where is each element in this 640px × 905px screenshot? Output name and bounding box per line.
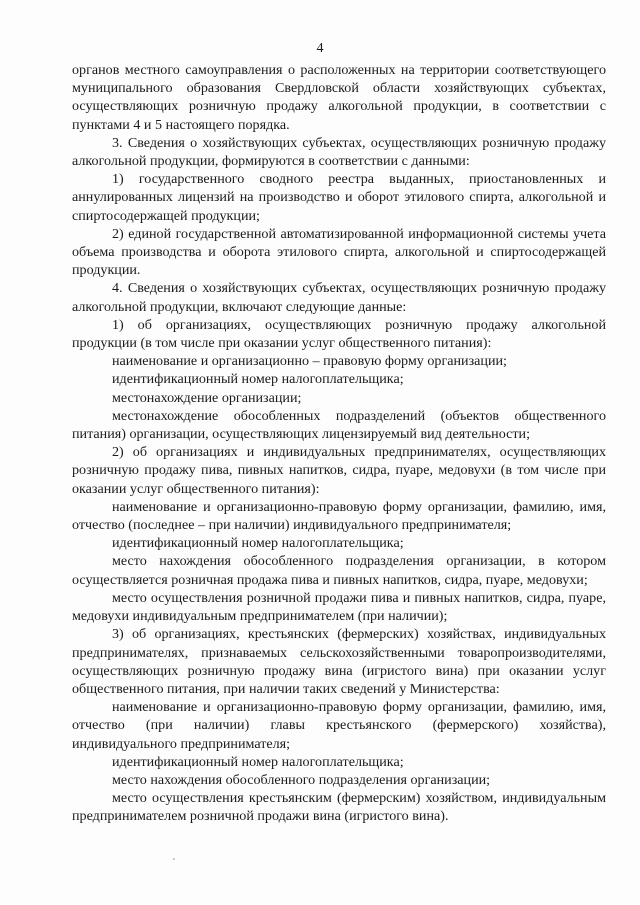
paragraph: органов местного самоуправления о расположенных на территории соответствующего муниципального образования Свердловской области хозяйствующих субъектах, осуществляющих розничную продажу алкогольной продукции, в соответствии с пунктами 4 и 5 настоящего порядка.	[72, 62, 606, 133]
paragraph: место нахождения обособленного подразделения организации, в котором осуществляется розничная продажа пива и пивных напитков, сидра, пуаре, медовухи;	[72, 553, 606, 588]
paragraph: наименование и организационно-правовую форму организации, фамилию, имя, отчество (при наличии) главы крестьянского (фермерского) хозяйства), индивидуального предпринимателя;	[72, 699, 606, 752]
paragraph: наименование и организационно-правовую форму организации, фамилию, имя, отчество (последнее – при наличии) индивидуального предпринимателя;	[72, 498, 606, 534]
paragraph: 2) об организациях и индивидуальных предпринимателях, осуществляющих розничную продажу пива, пивных напитков, сидра, пуаре, медовухи (в том числе при оказании услуг общественного питания):	[72, 444, 606, 497]
document-body	[72, 61, 606, 826]
scan-speck	[173, 858, 175, 860]
paragraph: 3. Сведения о хозяйствующих субъектах, осуществляющих розничную продажу алкогольной продукции, формируются в соответствии с данными:	[72, 134, 606, 170]
paragraph: 1) государственного сводного реестра выданных, приостановленных и аннулированных лицензий на производство и оборот этилового спирта, алкогольной и спиртосодержащей продукции;	[72, 171, 606, 224]
paragraph: 3) об организациях, крестьянских (фермерских) хозяйствах, индивидуальных предпринимателях, признаваемых сельскохозяйственными товаропроизводителями, осуществляющих розничную продажу вина (игристого вина) при оказании услуг общественного питания, при наличии таких сведений у Министерства:	[72, 626, 606, 697]
paragraph: 1) об организациях, осуществляющих розничную продажу алкогольной продукции (в том числе при оказании услуг общественного питания):	[72, 316, 606, 352]
paragraph: 4. Сведения о хозяйствующих субъектах, осуществляющих розничную продажу алкогольной продукции, включают следующие данные:	[72, 280, 606, 315]
paragraph: место нахождения обособленного подразделения организации;	[112, 771, 491, 788]
page-number: 4	[316, 41, 324, 56]
paragraph: местонахождение организации;	[112, 389, 302, 406]
paragraph: идентификационный номер налогоплательщика;	[112, 371, 404, 388]
paragraph: идентификационный номер налогоплательщика;	[112, 535, 404, 552]
paragraph: место осуществления крестьянским (фермерским) хозяйством, индивидуальным предпринимателем розничной продажи вина (игристого вина).	[72, 790, 606, 825]
paragraph: идентификационный номер налогоплательщика;	[112, 753, 404, 770]
paragraph: место осуществления розничной продажи пива и пивных напитков, сидра, пуаре, медовухи индивидуальным предпринимателем (при наличии);	[72, 589, 606, 625]
paragraph: наименование и организационно – правовую форму организации;	[112, 353, 507, 370]
paragraph: 2) единой государственной автоматизированной информационной системы учета объема производства и оборота этилового спирта, алкогольной и спиртосодержащей продукции.	[72, 225, 606, 279]
paragraph: местонахождение обособленных подразделений (объектов общественного питания) организации, осуществляющих лицензируемый вид деятельности;	[72, 407, 606, 443]
